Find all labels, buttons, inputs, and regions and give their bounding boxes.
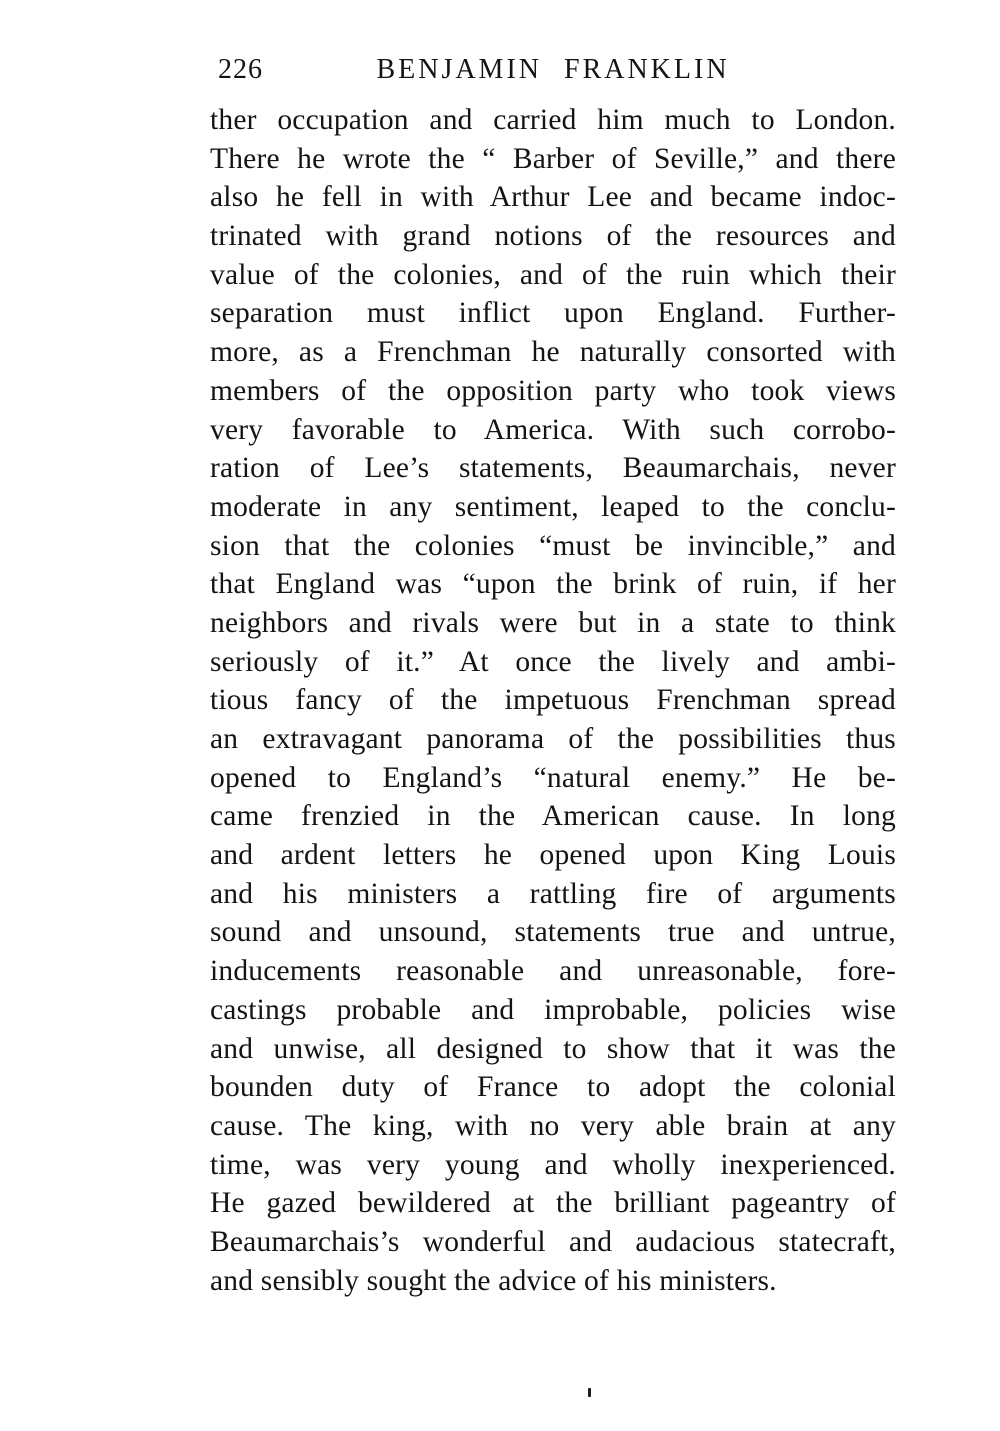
text-line: and unwise, all designed to show that it was the (210, 1032, 896, 1065)
text-line: neighbors and rivals were but in a state to think (210, 606, 896, 639)
text-line: and ardent letters he opened upon King Louis (210, 839, 896, 872)
text-line: ther occupation and carried him much to London. (210, 104, 896, 136)
text-line: members of the opposition party who took views (210, 374, 896, 407)
text-line: cause. The king, with no very able brain at any (210, 1109, 896, 1142)
text-line: came frenzied in the American cause. In long (210, 800, 896, 833)
text-line: value of the colonies, and of the ruin which their (210, 258, 896, 291)
text-line: sion that the colonies “must be invincible,” and (210, 529, 896, 562)
text-line: time, was very young and wholly inexperienced. (210, 1148, 896, 1181)
text-line: an extravagant panorama of the possibilities thus (210, 723, 896, 755)
text-line: bounden duty of France to adopt the colonial (210, 1071, 896, 1104)
text-line: Beaumarchais’s wonderful and audacious statecraft, (210, 1225, 896, 1258)
text-line: that England was “upon the brink of ruin, if her (210, 568, 896, 601)
text-line: castings probable and improbable, policies wise (210, 993, 896, 1026)
page-number: 226 (218, 54, 263, 85)
text-line: and his ministers a rattling fire of arguments (210, 877, 896, 910)
text-line: He gazed bewildered at the brilliant pageantry of (210, 1187, 896, 1220)
text-line: and sensibly sought the advice of his ministers. (210, 1264, 777, 1297)
text-line: separation must inflict upon England. Further- (210, 297, 896, 330)
text-line: very favorable to America. With such corrobo- (210, 413, 896, 446)
ink-speck (588, 1388, 591, 1397)
text-line: There he wrote the “ Barber of Seville,” and there (210, 142, 896, 175)
text-line: seriously of it.” At once the lively and ambi- (210, 645, 896, 678)
text-line: opened to England’s “natural enemy.” He be- (210, 761, 896, 794)
text-line: more, as a Frenchman he naturally consorted with (210, 336, 896, 369)
text-line: also he fell in with Arthur Lee and became indoc- (210, 181, 896, 214)
text-line: moderate in any sentiment, leaped to the conclu- (210, 490, 896, 523)
text-line: trinated with grand notions of the resources and (210, 220, 896, 253)
body-text (210, 101, 896, 1300)
text-line: ration of Lee’s statements, Beaumarchais, never (210, 452, 896, 485)
text-line: tious fancy of the impetuous Frenchman spread (210, 684, 896, 717)
running-header-title: BENJAMIN FRANKLIN (376, 54, 730, 85)
running-head (210, 54, 896, 90)
text-line: inducements reasonable and unreasonable, fore- (210, 955, 896, 988)
text-line: sound and unsound, statements true and untrue, (210, 916, 896, 949)
